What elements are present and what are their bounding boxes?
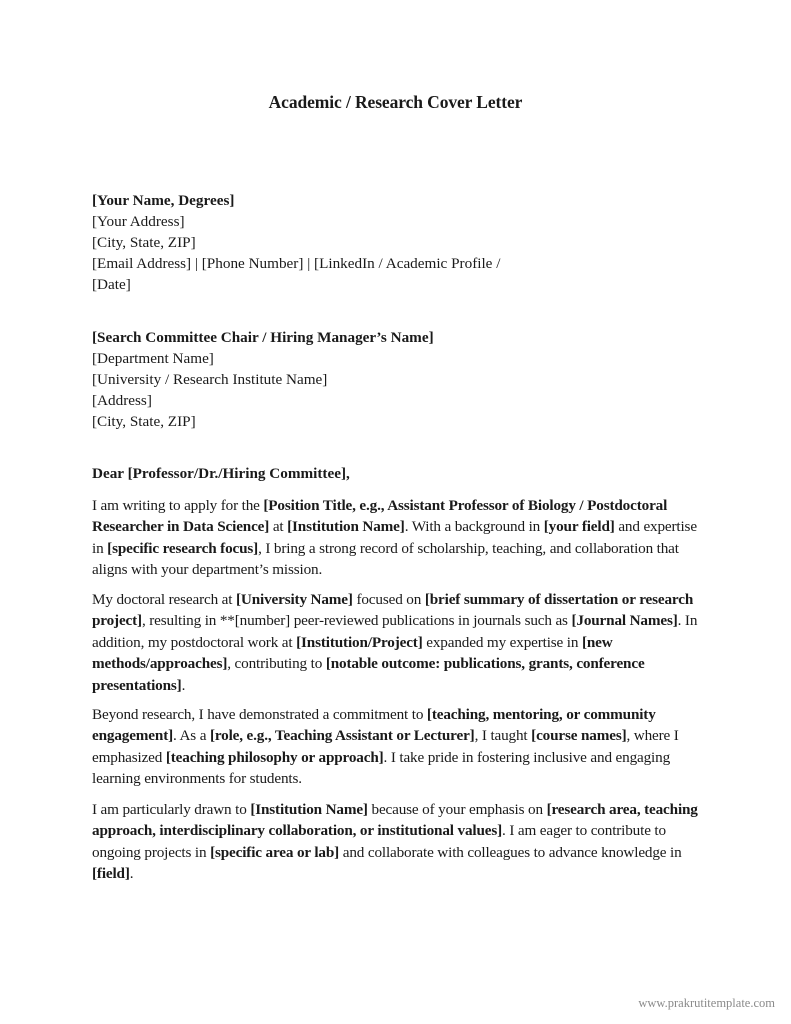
placeholder-text: [Journal Names] bbox=[571, 612, 678, 630]
salutation: Dear [Professor/Dr./Hiring Committee], bbox=[92, 465, 350, 482]
placeholder-text: [teaching, mentoring, or community engagement] bbox=[92, 706, 656, 745]
body-text: Beyond research, I have demonstrated a commitment to bbox=[92, 706, 427, 723]
placeholder-text: [Institution/Project] bbox=[296, 633, 423, 651]
watermark-url: www.prakrutitemplate.com bbox=[638, 996, 775, 1010]
body-text: focused on bbox=[352, 591, 425, 608]
recipient-name: [Search Committee Chair / Hiring Manager’s Name] bbox=[92, 329, 434, 346]
placeholder-text: [teaching philosophy or approach] bbox=[165, 748, 384, 766]
placeholder-text: [field] bbox=[92, 865, 130, 883]
body-paragraph bbox=[92, 495, 704, 581]
recipient-department: [Department Name] bbox=[92, 350, 214, 367]
body-text: I am particularly drawn to bbox=[92, 801, 251, 818]
placeholder-text: [course names] bbox=[531, 727, 627, 745]
body-text: because of your emphasis on bbox=[367, 801, 547, 818]
recipient-block bbox=[92, 327, 732, 432]
body-text: and collaborate with colleagues to advance knowledge in bbox=[339, 843, 682, 861]
placeholder-text: [notable outcome: publications, grants, conference presentations] bbox=[92, 655, 645, 694]
body-text: and expertise in bbox=[92, 518, 697, 557]
placeholder-text: [brief summary of dissertation or research project] bbox=[92, 591, 694, 630]
body-text: . I am eager to contribute to ongoing projects in bbox=[92, 822, 666, 861]
sender-contact: [Email Address] | [Phone Number] | [LinkedIn / Academic Profile / bbox=[92, 255, 501, 272]
placeholder-text: [role, e.g., Teaching Assistant or Lecturer] bbox=[209, 727, 475, 745]
recipient-city-state-zip: [City, State, ZIP] bbox=[92, 413, 196, 430]
sender-block bbox=[92, 190, 732, 295]
body-text: , I taught bbox=[474, 727, 532, 745]
sender-date: [Date] bbox=[92, 276, 131, 293]
body-text: , contributing to bbox=[227, 655, 326, 673]
body-text: expanded my expertise in bbox=[422, 633, 582, 651]
body-text: , I bring a strong record of scholarship, teaching, and collaboration that aligns with your department’s mission. bbox=[92, 539, 679, 579]
body-text: . With a background in bbox=[404, 518, 544, 536]
placeholder-text: [specific area or lab] bbox=[210, 843, 340, 861]
body-text: . bbox=[129, 865, 134, 883]
placeholder-text: [Institution Name] bbox=[287, 518, 405, 536]
body-text: I am writing to apply for the bbox=[92, 497, 264, 514]
body-paragraph bbox=[92, 589, 704, 696]
body-text: . bbox=[181, 676, 186, 694]
placeholder-text: [Position Title, e.g., Assistant Professor of Biology / Postdoctoral Researcher in Data Science] bbox=[92, 497, 668, 536]
recipient-institution: [University / Research Institute Name] bbox=[92, 371, 328, 388]
placeholder-text: [your field] bbox=[543, 518, 615, 536]
body-text: . In addition, my postdoctoral work at bbox=[92, 612, 698, 651]
body-text: . I take pride in fostering inclusive and engaging learning environments for students. bbox=[92, 748, 671, 788]
sender-name: [Your Name, Degrees] bbox=[92, 192, 235, 209]
body-paragraph bbox=[92, 799, 704, 885]
body-text: , where I emphasized bbox=[92, 727, 679, 766]
body-text: My doctoral research at bbox=[92, 591, 236, 608]
body-text: at bbox=[269, 518, 288, 536]
placeholder-text: [research area, teaching approach, interdisciplinary collaboration, or institutional values] bbox=[92, 801, 698, 840]
placeholder-text: [Institution Name] bbox=[250, 801, 368, 818]
recipient-address: [Address] bbox=[92, 392, 152, 409]
placeholder-text: [new methods/approaches] bbox=[92, 633, 613, 673]
body-text: . As a bbox=[173, 727, 210, 745]
body-paragraph bbox=[92, 704, 704, 790]
placeholder-text: [specific research focus] bbox=[107, 539, 259, 557]
body-text: , resulting in **[number] peer-reviewed publications in journals such as bbox=[141, 612, 572, 630]
document-title: Academic / Research Cover Letter bbox=[268, 92, 523, 112]
sender-city-state-zip: [City, State, ZIP] bbox=[92, 234, 196, 251]
placeholder-text: [University Name] bbox=[236, 591, 353, 608]
sender-address: [Your Address] bbox=[92, 213, 185, 230]
